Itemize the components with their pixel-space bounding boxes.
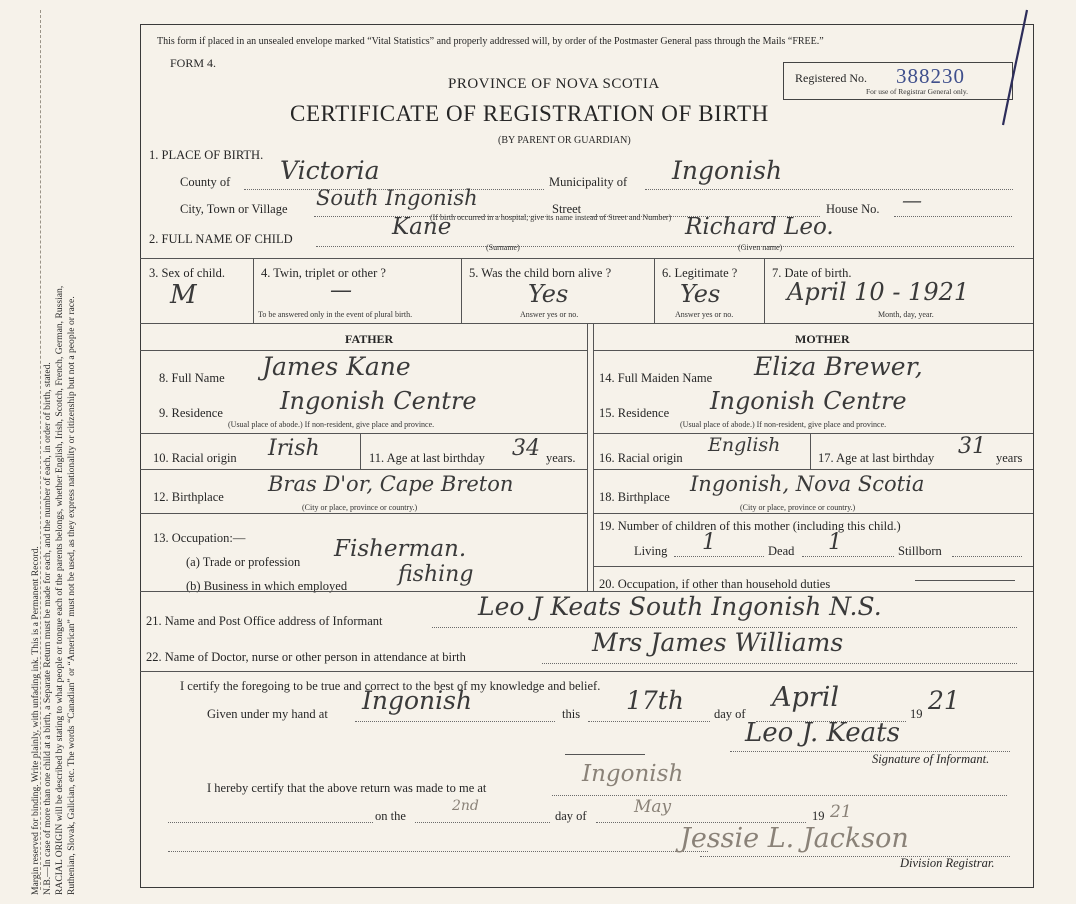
dead-line xyxy=(802,556,894,557)
stillborn-line xyxy=(952,556,1022,557)
certificate-title: CERTIFICATE OF REGISTRATION OF BIRTH xyxy=(290,101,769,126)
cert-blank-line xyxy=(565,754,645,755)
surname-label: (Surname) xyxy=(486,243,520,252)
child-name-label: 2. FULL NAME OF CHILD xyxy=(149,232,293,246)
row-divider xyxy=(140,350,587,351)
row-divider xyxy=(593,469,1033,470)
mother-racial-label: 16. Racial origin xyxy=(599,451,683,465)
cert-place-line xyxy=(355,721,555,722)
mother-age-label: 17. Age at last birthday xyxy=(818,451,935,465)
alive-label: 5. Was the child born alive ? xyxy=(469,266,612,280)
informant-value: Leo J Keats South Ingonish N.S. xyxy=(478,592,882,621)
father-racial-label: 10. Racial origin xyxy=(153,451,237,465)
registrar-signature: Jessie L. Jackson xyxy=(680,823,909,854)
registry-check-mark xyxy=(985,5,1035,135)
registered-note: For use of Registrar General only. xyxy=(866,87,968,96)
hospital-note: (If birth occurred in a hospital, give its name instead of Street and Number) xyxy=(430,213,672,222)
registrar-month: May xyxy=(634,797,672,817)
registrar-statement: I hereby certify that the above return was made to me at xyxy=(207,781,487,795)
municipality-line xyxy=(645,189,1013,190)
on-the-label: on the xyxy=(375,809,406,823)
binding-line xyxy=(40,10,41,890)
registrar-place-line xyxy=(552,795,1007,796)
legitimate-label: 6. Legitimate ? xyxy=(662,266,738,280)
cert-month: April xyxy=(772,682,839,713)
certify-statement: I certify the foregoing to be true and correct to the best of my knowledge and belief. xyxy=(180,679,601,693)
cert-day-of-label: day of xyxy=(714,707,746,721)
doctor-label: 22. Name of Doctor, nurse or other person in attendance at birth xyxy=(146,650,466,664)
cert-year: 21 xyxy=(928,686,960,715)
house-line xyxy=(894,216,1012,217)
cert-day: 17th xyxy=(626,686,684,715)
row-divider xyxy=(140,513,587,514)
registrar-place: Ingonish xyxy=(582,761,684,787)
sex-value: M xyxy=(170,280,197,310)
alive-value: Yes xyxy=(528,280,569,308)
dob-note: Month, day, year. xyxy=(878,310,934,319)
row-divider xyxy=(593,350,1033,351)
twin-value: — xyxy=(330,278,352,303)
municipality-value: Ingonish xyxy=(672,156,783,185)
child-name-line xyxy=(316,246,1014,247)
place-heading: 1. PLACE OF BIRTH. xyxy=(149,148,264,162)
father-birthplace: Bras D'or, Cape Breton xyxy=(268,472,514,496)
mother-name-label: 14. Full Maiden Name xyxy=(599,371,713,385)
margin-note-1: Margin reserved for binding. Write plainly, with unfading ink. This is a Permanent Record. xyxy=(30,546,41,895)
mother-heading: MOTHER xyxy=(795,332,850,346)
form-number: FORM 4. xyxy=(170,56,217,70)
street-label: Street xyxy=(552,202,582,216)
margin-note-3: RACIAL ORIGIN will be described by stating to what people or tongue each of the parents belongs, whether English, Irish, Scotch, French, German, Russian, xyxy=(54,285,65,895)
father-name: James Kane xyxy=(262,352,411,381)
province-heading: PROVINCE OF NOVA SCOTIA xyxy=(448,76,660,92)
form-notice: This form if placed in an unsealed envelope marked “Vital Statistics” and properly addressed will, by order of the Postmaster General pass through the Mails “FREE.” xyxy=(157,36,824,47)
alive-note: Answer yes or no. xyxy=(520,310,579,319)
twin-note: To be answered only in the event of plural birth. xyxy=(258,310,413,319)
father-residence-label: 9. Residence xyxy=(159,406,223,420)
municipality-label: Municipality of xyxy=(549,175,628,189)
cert-day-line xyxy=(588,721,710,722)
living-label: Living xyxy=(634,544,668,558)
father-age: 34 xyxy=(512,436,540,461)
father-birthplace-label: 12. Birthplace xyxy=(153,490,224,504)
county-value: Victoria xyxy=(280,156,380,185)
city-label: City, Town or Village xyxy=(180,202,288,216)
registrar-day: 2nd xyxy=(452,798,479,814)
col-divider xyxy=(764,258,765,323)
margin-note-2: N.B.—In case of more than one child at a birth, a Separate Return must be made for each, and the number of each, in order of birth, stated. xyxy=(42,362,53,895)
mother-occupation-dash xyxy=(915,580,1015,581)
mother-years: years xyxy=(996,451,1023,465)
child-surname: Kane xyxy=(392,214,452,240)
sex-label: 3. Sex of child. xyxy=(149,266,226,280)
doctor-value: Mrs James Williams xyxy=(592,628,844,657)
father-name-label: 8. Full Name xyxy=(159,371,225,385)
given-under-label: Given under my hand at xyxy=(207,707,328,721)
mother-racial: English xyxy=(708,434,781,456)
row-divider xyxy=(140,671,1033,672)
parents-divider xyxy=(593,323,594,591)
registered-number: 388230 xyxy=(896,64,965,88)
father-residence-note: (Usual place of abode.) If non-resident, give place and province. xyxy=(228,420,435,429)
row-divider xyxy=(140,258,1033,259)
living-line xyxy=(674,556,764,557)
mother-age: 31 xyxy=(958,434,986,459)
father-heading: FATHER xyxy=(345,332,394,346)
county-label: County of xyxy=(180,175,231,189)
mother-residence-label: 15. Residence xyxy=(599,406,670,420)
col-divider xyxy=(654,258,655,323)
signature-label: Signature of Informant. xyxy=(872,752,990,766)
father-trade: Fisherman. xyxy=(334,536,467,562)
informant-signature: Leo J. Keats xyxy=(745,718,900,748)
mother-birthplace: Ingonish, Nova Scotia xyxy=(690,472,925,496)
cert-year-prefix: 19 xyxy=(910,707,923,721)
mother-birthplace-note: (City or place, province or country.) xyxy=(740,503,856,512)
mother-occupation-label: 20. Occupation, if other than household duties xyxy=(599,577,831,591)
row-divider xyxy=(140,469,587,470)
twin-label: 4. Twin, triplet or other ? xyxy=(261,266,386,280)
registered-label: Registered No. xyxy=(795,71,867,85)
father-business-label: (b) Business in which employed xyxy=(186,579,348,593)
legitimate-value: Yes xyxy=(680,280,721,308)
col-divider xyxy=(810,433,811,469)
father-trade-label: (a) Trade or profession xyxy=(186,555,301,569)
living-value: 1 xyxy=(702,530,716,555)
row-divider xyxy=(593,513,1033,514)
col-divider xyxy=(360,433,361,469)
dead-value: 1 xyxy=(828,530,842,555)
mother-residence: Ingonish Centre xyxy=(710,387,907,415)
cert-place: Ingonish xyxy=(362,686,473,715)
child-given-name: Richard Leo. xyxy=(685,214,834,240)
registrar-label: Division Registrar. xyxy=(900,856,995,870)
house-label: House No. xyxy=(826,202,880,216)
dead-label: Dead xyxy=(768,544,795,558)
father-occupation-label: 13. Occupation:— xyxy=(153,531,246,545)
father-years: years. xyxy=(546,451,576,465)
registrar-day-of-label: day of xyxy=(555,809,587,823)
father-age-label: 11. Age at last birthday xyxy=(369,451,485,465)
mother-name: Eliza Brewer, xyxy=(754,352,923,381)
margin-note-4: Ruthenian, Slovak, Galician, etc. The words “Canadian” or “American” must not be used, as they express nationality or citizenship but not a people or race. xyxy=(66,296,77,895)
father-residence: Ingonish Centre xyxy=(280,387,477,415)
father-business: fishing xyxy=(398,562,474,587)
informant-label: 21. Name and Post Office address of Informant xyxy=(146,614,383,628)
father-racial: Irish xyxy=(268,436,320,461)
row-divider xyxy=(593,566,1033,567)
parents-divider xyxy=(587,323,588,591)
father-birthplace-note: (City or place, province or country.) xyxy=(302,503,418,512)
doctor-line xyxy=(542,663,1017,664)
mother-birthplace-label: 18. Birthplace xyxy=(599,490,670,504)
given-name-label: (Given name) xyxy=(738,243,783,252)
row-divider xyxy=(140,433,587,434)
house-value: — xyxy=(902,188,922,212)
this-label: this xyxy=(562,707,581,721)
legitimate-note: Answer yes or no. xyxy=(675,310,734,319)
col-divider xyxy=(461,258,462,323)
registrar-year: 21 xyxy=(830,802,852,822)
mother-residence-note: (Usual place of abode.) If non-resident, give place and province. xyxy=(680,420,887,429)
certificate-subtitle: (BY PARENT OR GUARDIAN) xyxy=(498,135,631,146)
stillborn-label: Stillborn xyxy=(898,544,942,558)
col-divider xyxy=(253,258,254,323)
registrar-day-line xyxy=(415,822,550,823)
children-label: 19. Number of children of this mother (including this child.) xyxy=(599,519,901,533)
registrar-year-prefix: 19 xyxy=(812,809,825,823)
dob-value: April 10 - 1921 xyxy=(787,278,970,306)
registrar-blank-line xyxy=(168,851,708,852)
city-value: South Ingonish xyxy=(316,186,478,210)
registrar-lead-line xyxy=(168,822,373,823)
dob-label: 7. Date of birth. xyxy=(772,266,852,280)
